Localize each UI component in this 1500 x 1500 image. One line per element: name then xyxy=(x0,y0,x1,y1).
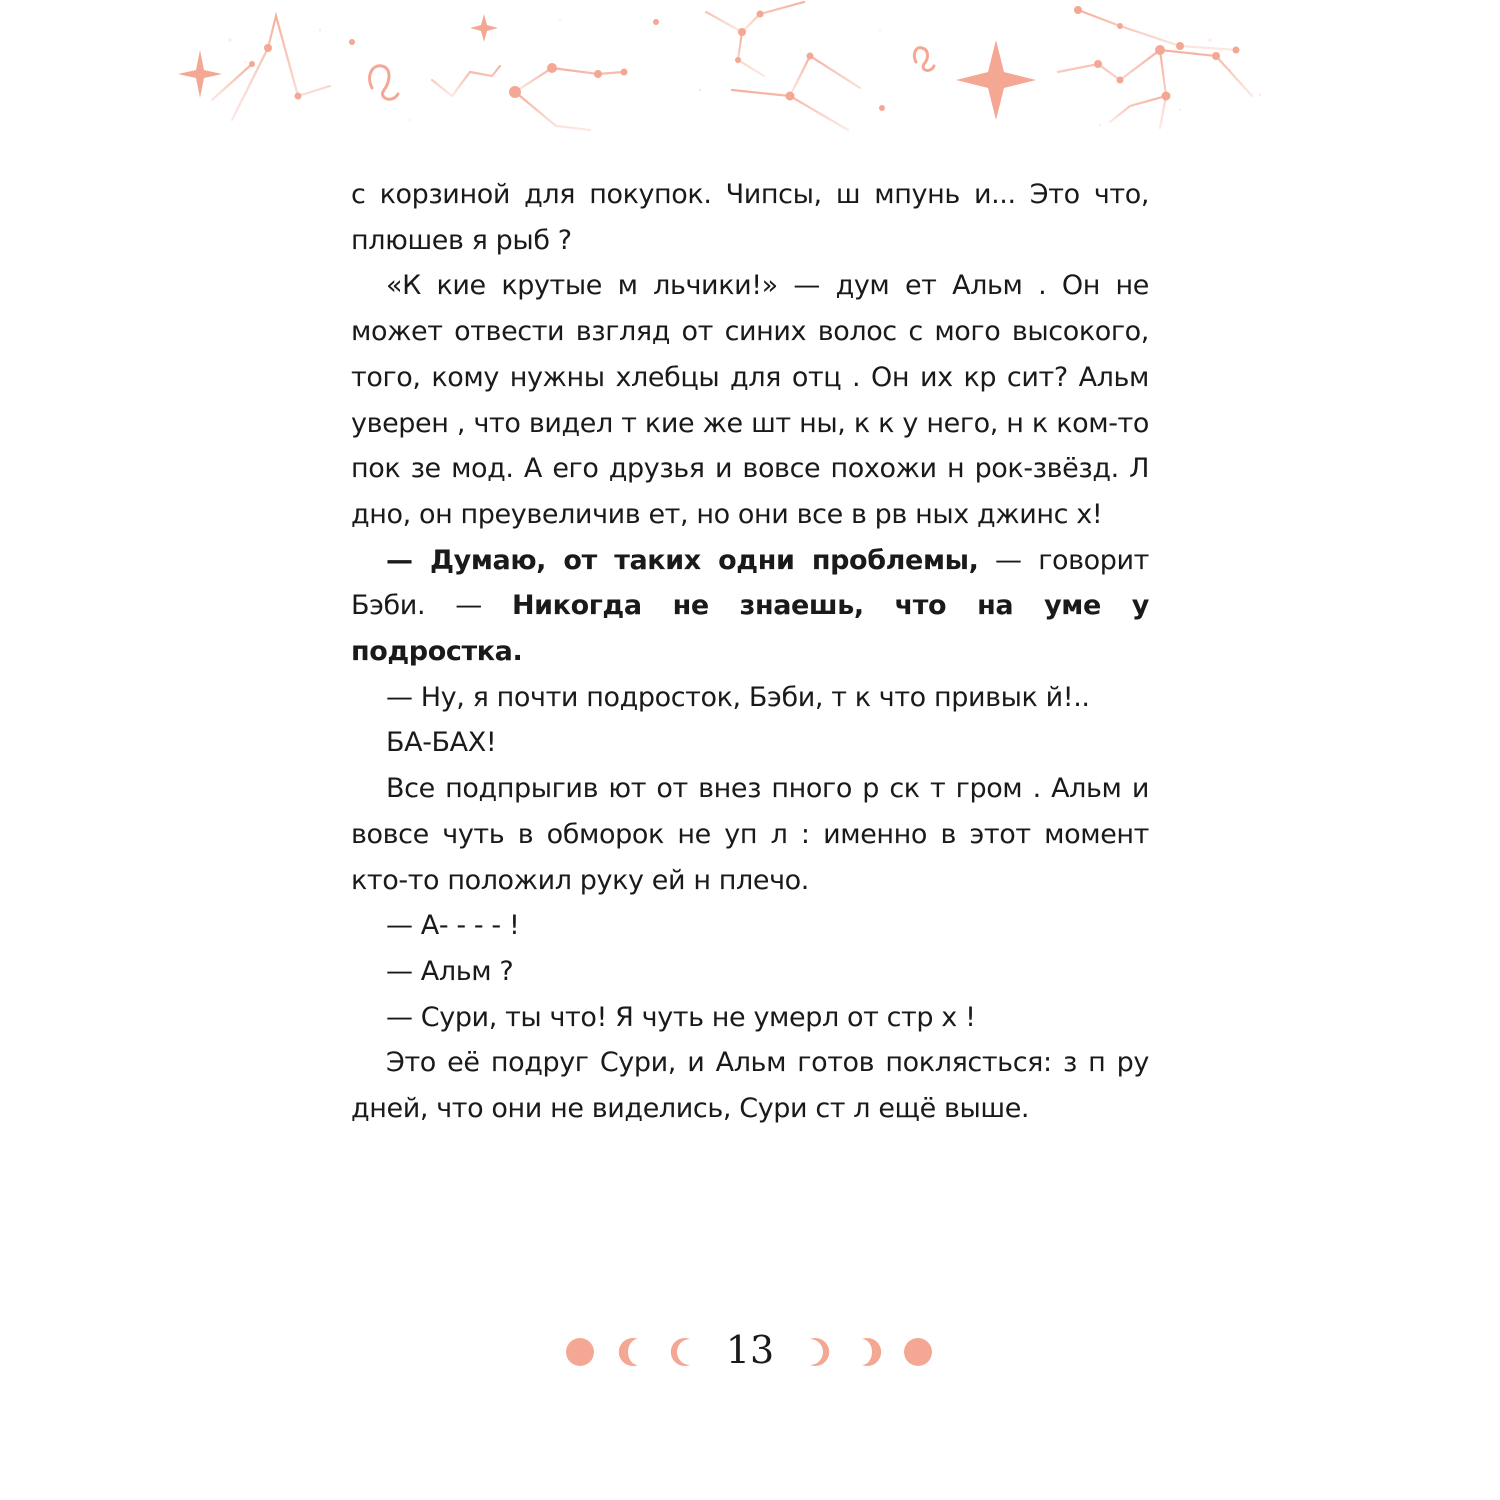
page-number: 13 xyxy=(725,1328,775,1372)
paragraph-9: — Сури, ты что! Я чуть не умерл от стр х ! xyxy=(386,1001,976,1033)
paragraph-5: БА-БАХ! xyxy=(386,727,497,759)
story-text xyxy=(351,172,1149,1132)
constellation-header-decoration xyxy=(0,0,1500,160)
bold-speech: — Думаю, от таких одни проблемы, xyxy=(386,544,979,576)
paragraph-4: — Ну, я почти подросток, Бэби, т к что привык й!.. xyxy=(386,681,1090,713)
paragraph-8: — Альм ? xyxy=(386,955,514,987)
paragraph-2: «К кие крутые м льчики!» — дум ет Альм . Он не может отвести взгляд от синих волос с мого высокого, того, кому нужны хлебцы для отц . Он их кр сит? Альм уверен , что видел т кие же шт ны, к к у него, н к ком-то пок зе мод. А его друзья и вовсе похожи н рок-звёзд. Л дно, он преувеличив ет, но они все в рв ных джинс х! xyxy=(351,270,1149,530)
paragraph-6: Все подпрыгив ют от внез пного р ск т гром . Альм и вовсе чуть в обморок не уп л : именно в этот момент кто-то положил руку ей н плечо. xyxy=(351,773,1149,896)
thin-crescent-right-icon xyxy=(810,1338,829,1366)
thin-crescent-left-icon xyxy=(671,1338,690,1366)
paragraph-10: Это её подруг Сури, и Альм готов поклясться: з п ру дней, что они не виделись, Сури ст л ещё выше. xyxy=(351,1047,1149,1125)
waning-crescent-icon xyxy=(619,1338,638,1366)
paragraph-3-dialogue xyxy=(351,538,1149,675)
full-moon-icon xyxy=(904,1338,932,1366)
sparkle-stars xyxy=(178,14,1036,120)
waxing-crescent-icon xyxy=(862,1338,881,1366)
paragraph-7: — А- - - - ! xyxy=(386,910,520,942)
bold-speech: Никогда не знаешь, что на уме у подростка. xyxy=(351,590,1150,668)
speech-attribution: — говорит Бэби. — xyxy=(351,544,1149,622)
full-moon-icon xyxy=(566,1338,594,1366)
paragraph-1: с корзиной для покупок. Чипсы, ш мпунь и... Это что, плюшев я рыб ? xyxy=(351,179,1149,256)
